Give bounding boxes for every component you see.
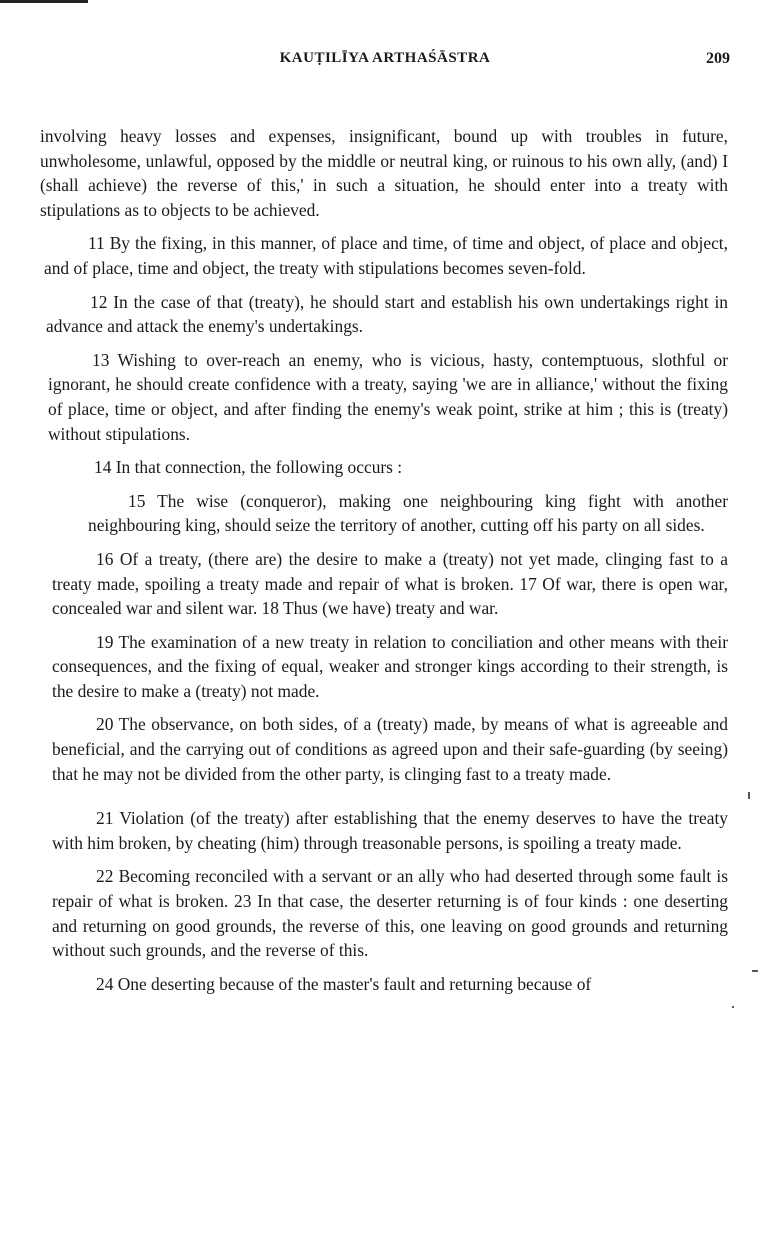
paragraph-14: 14 In that connection, the following occurs : [94,457,403,478]
verse-15: 15 The wise (conqueror), making one neighbouring king fight with another neighbouring king, should seize the territory of another, cutting off his party on all sides. [88,490,728,536]
scan-speck [752,970,758,972]
scan-speck [748,792,750,799]
running-title: KAUṬILĪYA ARTHAŚĀSTRA [279,50,491,66]
paragraph-continuation: involving heavy losses and expenses, insignificant, bound up with troubles in future, unwholesome, unlawful, opposed by the middle or neutral king, or ruinous to his own ally, (and) I (shall achieve) the reverse of this,' in such a situation, he should enter into a treaty with stipulations as to objects to be achieved. [40,126,728,220]
paragraph-24: 24 One deserting because of the master's fault and returning because of [96,973,592,994]
page-number: 209 [706,50,730,67]
paragraph-22-23: 22 Becoming reconciled with a servant or an ally who had deserted through some fault is repair of what is broken. 23 In that case, the deserter returning is of four kinds : one deserting and returning on good grounds, the reverse of this, one leaving on good grounds and returning without such grounds, and the reverse of this. [52,866,728,961]
paragraph-11: 11 By the fixing, in this manner, of place and time, of time and object, of place and object, and of place, time and object, the treaty with stipulations becomes seven-fold. [44,233,728,278]
paragraph-19: 19 The examination of a new treaty in relation to conciliation and other means with their consequences, and the fixing of equal, weaker and stronger kings according to their strength, is the desire to make a (treaty) not made. [52,631,728,701]
paragraph-21: 21 Violation (of the treaty) after establishing that the enemy deserves to have the treaty with him broken, by cheating (him) through treasonable persons, is spoiling a treaty made. [52,808,728,853]
scan-speck [732,1006,734,1008]
top-edge-rule [0,0,88,3]
page-body [40,124,728,996]
page-header [40,50,730,74]
paragraph-13: 13 Wishing to over-reach an enemy, who is vicious, hasty, contemptuous, slothful or ignorant, he should create confidence with a treaty, saying 'we are in alliance,' without the fixing of place, time or object, and after finding the enemy's weak point, strike at him ; this is (treaty) without stipulations. [48,349,728,444]
paragraph-12: 12 In the case of that (treaty), he should start and establish his own undertakings right in advance and attack the enemy's undertakings. [46,291,728,337]
paragraph-16-18: 16 Of a treaty, (there are) the desire to make a (treaty) not yet made, clinging fast to a treaty made, spoiling a treaty made and repair of what is broken. 17 Of war, there is open war, concealed war and silent war. 18 Thus (we have) treaty and war. [52,548,728,619]
paragraph-20: 20 The observance, on both sides, of a (treaty) made, by means of what is agreeable and beneficial, and the carrying out of conditions as agreed upon and their safe-guarding (by seeing) that he may not be divided from the other party, is clinging fast to a treaty made. [52,714,728,784]
